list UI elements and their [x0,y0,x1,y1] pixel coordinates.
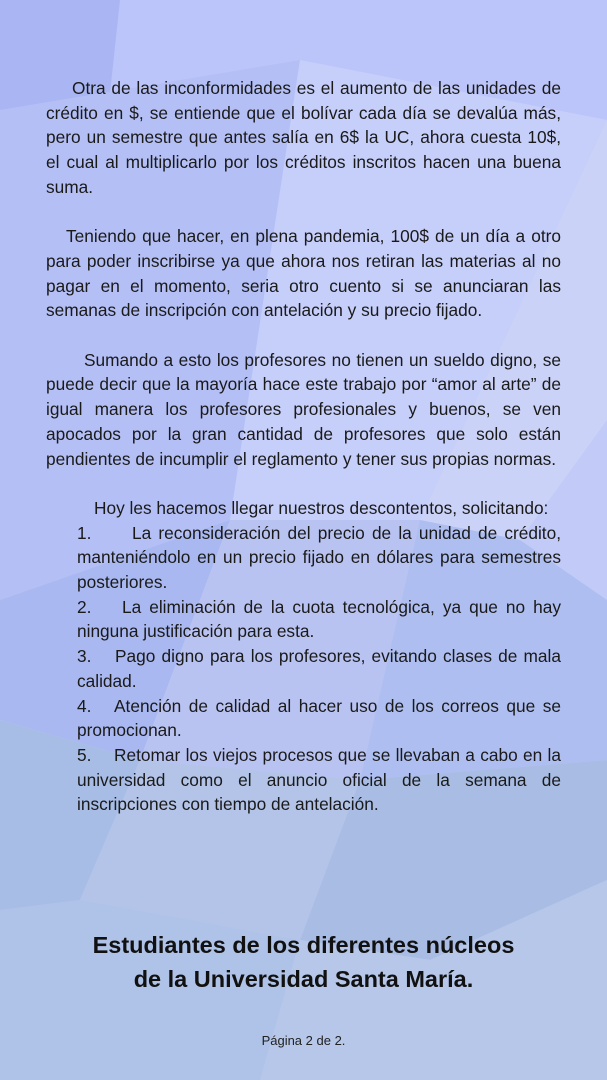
paragraph-professors-salary: Sumando a esto los profesores no tienen un sueldo digno, se puede decir que la mayoría hace este trabajo por “amor al arte” de igual manera los profesores profesionales y buenos, se ven apocados por la gran cantidad de profesores que solo están pendientes de incumplir el reglamento y tener sus propias normas. [46,349,561,469]
list-item-text: Atención de calidad al hacer uso de los correos que se promocionan. [77,695,561,741]
paragraph-requests-intro: Hoy les hacemos llegar nuestros descontentos, solicitando: [94,497,549,518]
page-number: Página 2 de 2. [261,1033,346,1048]
list-item-text: La eliminación de la cuota tecnológica, ya que no hay ninguna justificación para esta. [77,596,561,642]
list-item [46,521,561,595]
list-item-number: 2. [77,596,92,617]
list-item [46,595,561,644]
list-item-number: 3. [77,646,92,667]
paragraph-pandemia-payment: Teniendo que hacer, en plena pandemia, 100$ de un día a otro para poder inscribirse ya que ahora nos retiran las materias al no pagar en el momento, seria otro cuento si se anunciaran las semanas de inscripción con antelación y su precio fijado. [46,226,561,321]
list-item-text: La reconsideración del precio de la unidad de crédito, manteniéndolo en un precio fijado en dólares para semestres posteriores. [77,522,561,593]
list-item [46,694,561,743]
paragraph-credit-unit-increase: Otra de las inconformidades es el aumento de las unidades de crédito en $, se entiende que el bolívar cada día se devalúa más, pero un semestre que antes salía en 6$ la UC, ahora cuesta 10$, el cual al multiplicarlo por los créditos inscritos hacen una buena suma. [46,78,561,197]
list-item-number: 4. [77,695,92,716]
list-item [46,743,561,817]
letter-body [46,76,561,817]
list-item-text: Retomar los viejos procesos que se llevaban a cabo en la universidad como el anuncio oficial de la semana de inscripciones con tiempo de antelación. [77,744,561,815]
signature-line-2: de la Universidad Santa María. [133,966,474,992]
signature [0,928,607,996]
signature-line-1: Estudiantes de los diferentes núcleos [92,932,515,958]
list-item-number: 5. [77,744,92,765]
requests-list [46,521,561,817]
list-item [46,644,561,693]
list-item-text: Pago digno para los profesores, evitando clases de mala calidad. [77,646,561,691]
list-item-number: 1. [77,522,92,543]
